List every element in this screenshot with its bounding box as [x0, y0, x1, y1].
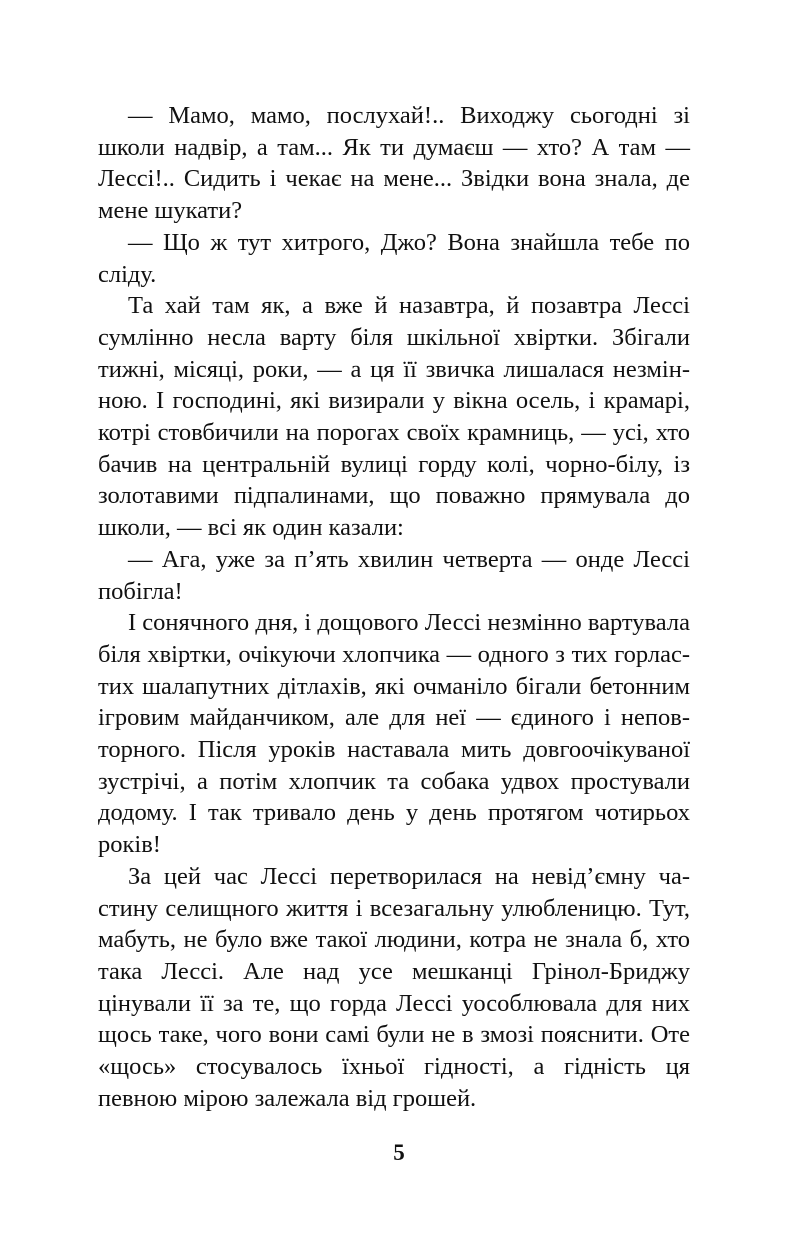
paragraph: — Ага, уже за п’ять хвилин четверта — онде Лессі побігла! [98, 545, 690, 605]
paragraph: І сонячного дня, і дощового Лессі незмінно вартувала біля хвіртки, очікуючи хлопчика — одного з тих горластих шалапутних дітлахів, які очманіло бігали бетонним ігровим майданчиком, але для неї — єдиного і неповторного. Після уроків наставала мить довгоочікуваної зустрічі, а потім хлопчик та собака удвох простували додому. І так тривало день у день протягом чотирьох років! [98, 609, 690, 859]
paragraph: За цей час Лессі перетворилася на невід’ємну частину селищного життя і всезагальну улюбленицю. Тут, мабуть, не було вже такої людини, котра не знала б, хто така Лессі. Але над усе мешканці Грінол-Бриджу цінували її за те, що горда Лессі уособлювала для них щось таке, чого вони самі були не в змозі пояснити. Оте «щось» стосувалось їхньої гідності, а гідність ця певною мірою залежала від грошей. [98, 862, 690, 1112]
paragraph: — Що ж тут хитрого, Джо? Вона знайшла тебе по сліду. [98, 228, 690, 288]
body-text [98, 100, 690, 1115]
page-number: 5 [393, 1140, 405, 1165]
paragraph: Та хай там як, а вже й назавтра, й позавтра Лессі сумлінно несла варту біля шкільної хвіртки. Збігали тижні, місяці, роки, — а ця її звичка лишалася незмінною. І господині, які визирали у вікна осель, і крамарі, котрі стовбичили на порогах своїх крамниць, — усі, хто бачив на центральній вулиці горду колі, чорно-білу, із золотавими підпалинами, що поважно прямувала до школи, — всі як один казали: [98, 292, 690, 542]
paragraph: — Мамо, мамо, послухай!.. Виходжу сьогодні зі школи надвір, а там... Як ти думаєш — хто? А там — Лессі!.. Сидить і чекає на мене... Звідки вона знала, де мене шукати? [98, 102, 690, 225]
